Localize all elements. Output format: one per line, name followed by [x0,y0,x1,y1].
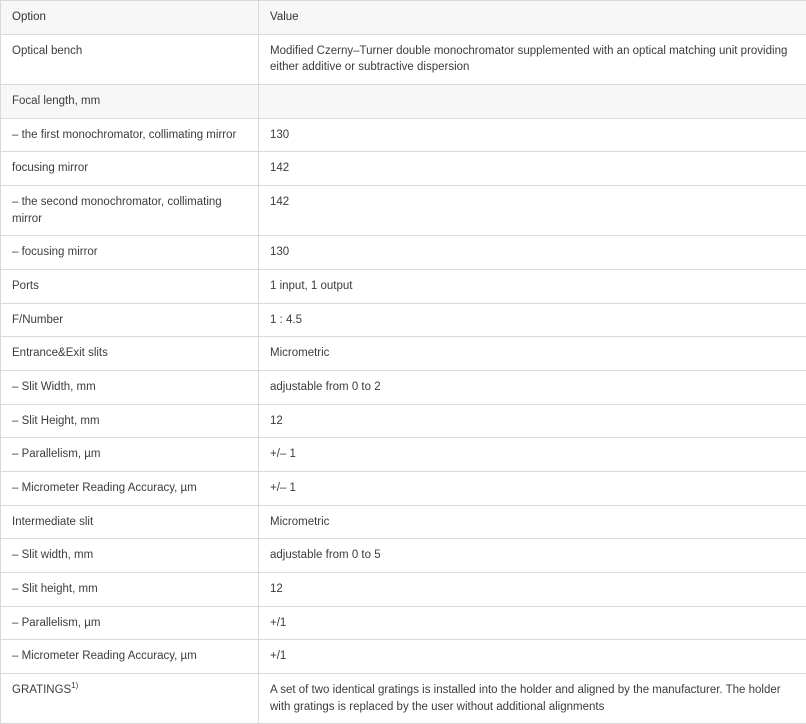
table-row [1,34,806,84]
value-cell: 142 [259,186,806,236]
table-row [1,539,806,573]
option-cell: Entrance&Exit slits [1,337,259,371]
value-cell: adjustable from 0 to 2 [259,371,806,405]
table-row [1,186,806,236]
table-header-row [1,1,806,35]
option-cell: – Slit Width, mm [1,371,259,405]
value-cell: 130 [259,236,806,270]
option-cell: Focal length, mm [1,85,259,119]
value-cell: Micrometric [259,505,806,539]
option-cell: Optical bench [1,34,259,84]
option-cell: Ports [1,270,259,304]
option-cell: F/Number [1,303,259,337]
value-cell: 142 [259,152,806,186]
option-cell: – Slit Height, mm [1,404,259,438]
table-row [1,85,806,119]
value-cell: 12 [259,404,806,438]
option-cell: – Slit height, mm [1,573,259,607]
value-cell [259,85,806,119]
value-cell: A set of two identical gratings is installed into the holder and aligned by the manufacturer. The holder with gratings is replaced by the user without additional alignments [259,674,806,724]
table-body [1,1,806,724]
table-row [1,337,806,371]
value-cell: 1 input, 1 output [259,270,806,304]
option-cell: Intermediate slit [1,505,259,539]
option-cell-gratings [1,674,259,724]
value-cell: +/– 1 [259,472,806,506]
value-cell: 130 [259,118,806,152]
footnote-marker: 1) [71,681,78,690]
table-row [1,118,806,152]
table-row [1,152,806,186]
option-cell: – Parallelism, µm [1,438,259,472]
value-cell: +/– 1 [259,438,806,472]
option-cell: – Parallelism, µm [1,606,259,640]
option-cell: – focusing mirror [1,236,259,270]
option-cell: – the second monochromator, collimating mirror [1,186,259,236]
option-cell: – Slit width, mm [1,539,259,573]
column-header-option: Option [1,1,259,35]
table-row [1,404,806,438]
table-row [1,371,806,405]
table-row [1,640,806,674]
table-row [1,472,806,506]
value-cell: 12 [259,573,806,607]
value-cell: 1 : 4.5 [259,303,806,337]
table-row [1,303,806,337]
table-row [1,236,806,270]
table-row [1,606,806,640]
value-cell: +/1 [259,640,806,674]
value-cell: +/1 [259,606,806,640]
value-cell: Micrometric [259,337,806,371]
value-cell: adjustable from 0 to 5 [259,539,806,573]
option-cell: – Micrometer Reading Accuracy, µm [1,472,259,506]
option-cell: focusing mirror [1,152,259,186]
table-row [1,505,806,539]
table-row [1,573,806,607]
column-header-value: Value [259,1,806,35]
option-cell: – Micrometer Reading Accuracy, µm [1,640,259,674]
value-cell: Modified Czerny–Turner double monochromator supplemented with an optical matching unit providing either additive or subtractive dispersion [259,34,806,84]
table-row [1,674,806,724]
gratings-label: GRATINGS [12,684,71,696]
table-row [1,438,806,472]
table-row [1,270,806,304]
option-cell: – the first monochromator, collimating mirror [1,118,259,152]
